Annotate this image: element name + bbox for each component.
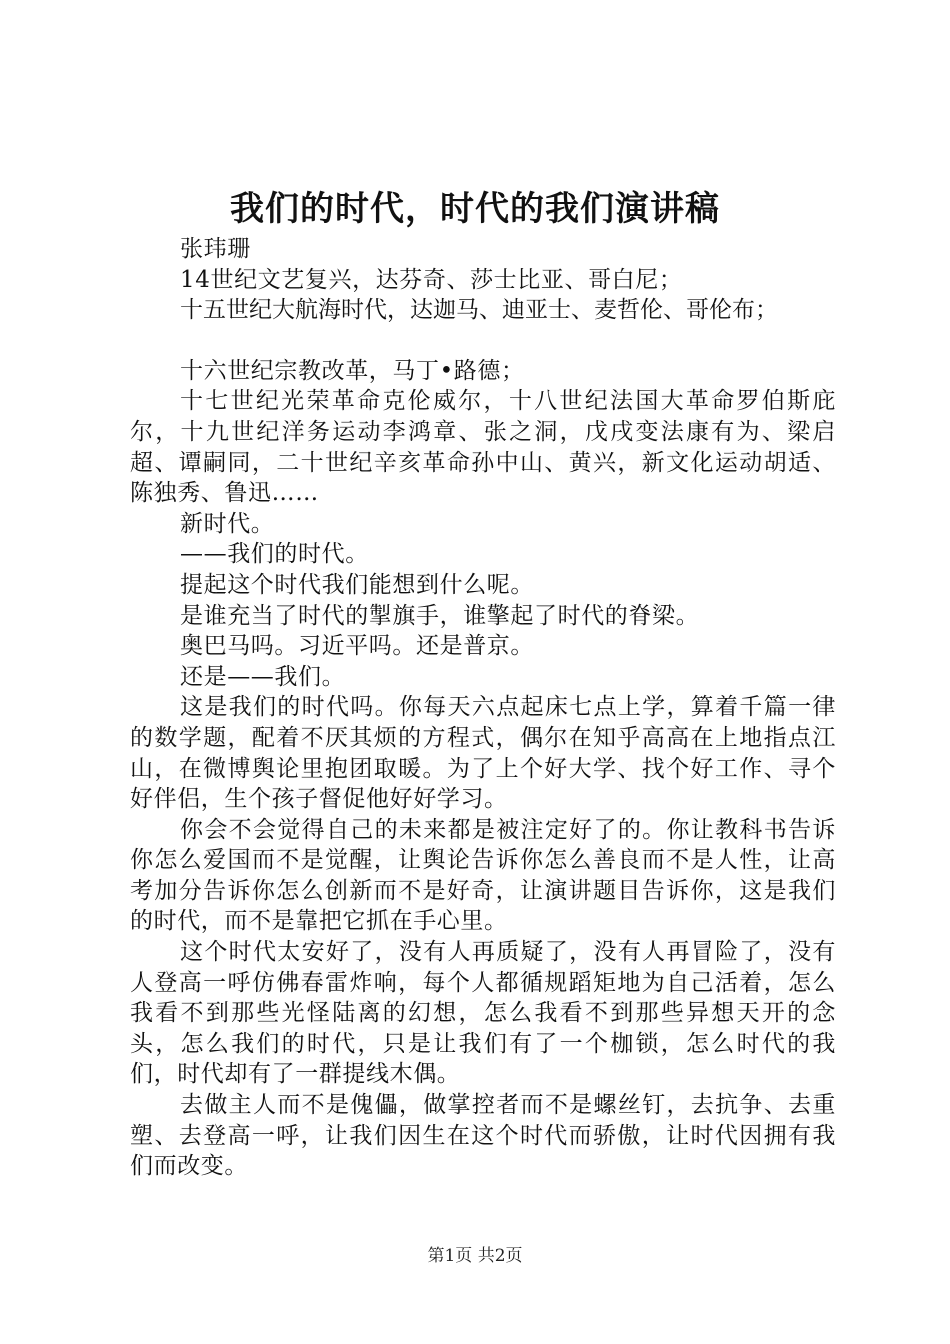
paragraph-9: 奥巴马吗。习近平吗。还是普京。: [180, 633, 534, 660]
paragraph-13: 这个时代太安好了，没有人再质疑了，没有人再冒险了，没有人登高一呼仿佛春雷炸响，每个人都循规蹈矩地为自己活着，怎么我看不到那些光怪陆离的幻想，怎么我看不到那些异想天开的念头，怎么我们的时代，只是让我们有了一个枷锁，怎么时代的我们，时代却有了一群提线木偶。: [130, 939, 836, 1088]
paragraph-2: 十五世纪大航海时代，达迦马、迪亚士、麦哲伦、哥伦布；: [180, 297, 778, 324]
paragraph-11: 这是我们的时代吗。你每天六点起床七点上学，算着千篇一律的数学题，配着不厌其烦的方程式，偶尔在知乎高高在上地指点江山，在微博舆论里抱团取暖。为了上个好大学、找个好工作、寻个好伴侣，生个孩子督促他好好学习。: [130, 694, 836, 813]
paragraph-3: 十六世纪宗教改革，马丁•路德；: [180, 357, 525, 384]
paragraph-4: 十七世纪光荣革命克伦威尔，十八世纪法国大革命罗伯斯庇尔，十九世纪洋务运动李鸿章、张之洞，戊戌变法康有为、梁启超、谭嗣同，二十世纪辛亥革命孙中山、黄兴，新文化运动胡适、陈独秀、鲁迅……: [130, 388, 836, 507]
author-line: 张玮珊: [180, 236, 251, 262]
paragraph-10: 还是——我们。: [180, 663, 346, 690]
document-body: [130, 234, 836, 1182]
paragraph-7: 提起这个时代我们能想到什么呢。: [180, 571, 534, 598]
paragraph-5: 新时代。: [180, 510, 275, 537]
paragraph-1: 14世纪文艺复兴，达芬奇、莎士比亚、哥白尼；: [180, 266, 683, 293]
paragraph-12: 你会不会觉得自己的未来都是被注定好了的。你让教科书告诉你怎么爱国而不是觉醒，让舆论告诉你怎么善良而不是人性，让高考加分告诉你怎么创新而不是好奇，让演讲题目告诉你，这是我们的时代，而不是靠把它抓在手心里。: [130, 816, 836, 935]
document-title: 我们的时代，时代的我们演讲稿: [230, 189, 720, 229]
paragraph-14: 去做主人而不是傀儡，做掌控者而不是螺丝钉，去抗争、去重塑、去登高一呼，让我们因生在这个时代而骄傲，让时代因拥有我们而改变。: [130, 1092, 836, 1180]
blank-line: [130, 326, 836, 356]
paragraph-8: 是谁充当了时代的掣旗手，谁擎起了时代的脊梁。: [180, 602, 700, 629]
paragraph-6: ——我们的时代。: [180, 541, 369, 568]
page-footer: 第1页 共2页: [427, 1246, 523, 1266]
